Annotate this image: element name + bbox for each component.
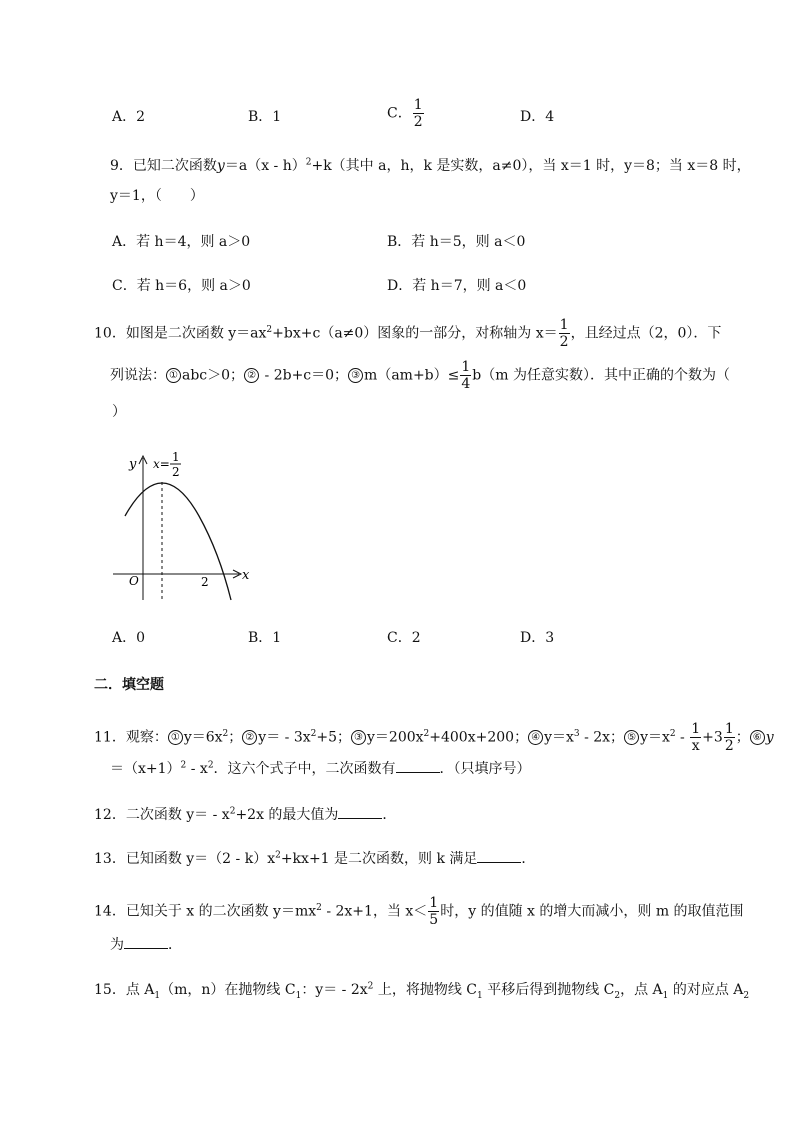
exponent: 3 bbox=[573, 728, 580, 739]
q11-instruction: ．（只填序号） bbox=[439, 761, 531, 777]
circled-number-3: ③ bbox=[351, 730, 366, 745]
q9-exponent: 2 bbox=[305, 157, 312, 168]
q10-option-d: D．3 bbox=[520, 630, 555, 646]
exponent: 2 bbox=[310, 728, 317, 739]
separator: ； bbox=[228, 729, 243, 746]
q9-option-a: A．若 h＝4，则 a＞0 bbox=[112, 234, 251, 250]
exponent: 2 bbox=[180, 760, 187, 771]
q11-expr-5-tail: +3 bbox=[702, 729, 723, 746]
q13-end: ． bbox=[521, 851, 536, 867]
subscript: 1 bbox=[154, 990, 161, 1001]
q14-text-line2: 为 bbox=[110, 937, 124, 953]
exponent: 2 bbox=[669, 728, 676, 739]
q13-text-rest: +kx+1 是二次函数，则 k 满足 bbox=[280, 851, 478, 867]
q12-end: ． bbox=[382, 807, 397, 823]
q14-text-cond: - 2x+1，当 x＜ bbox=[321, 903, 428, 920]
parabola-curve bbox=[125, 483, 231, 600]
q11-text: 11．观察： bbox=[94, 729, 168, 746]
subscript: 1 bbox=[477, 990, 483, 1001]
q10-text: 列说法： bbox=[110, 367, 166, 384]
q15-text: 上，将抛物线 C bbox=[373, 982, 478, 998]
q14-fraction bbox=[428, 896, 439, 927]
q11-expr-6-body: ＝（x+1） bbox=[110, 761, 181, 777]
q15-text: 的对应点 A bbox=[668, 982, 744, 998]
q12-text: 12．二次函数 y＝ - x bbox=[94, 807, 230, 823]
circled-number-2: ② bbox=[244, 368, 259, 383]
q11-line2 bbox=[110, 758, 531, 779]
q10-text-rest: b（m 为任意实数）．其中正确的个数为（ bbox=[472, 367, 730, 384]
q15-text: 平移后得到抛物线 C bbox=[482, 982, 615, 998]
circled-number-1: ① bbox=[168, 730, 183, 745]
q9-line2: y＝1，（ ） bbox=[110, 188, 204, 204]
q11-fraction-2 bbox=[724, 722, 735, 753]
fraction-numerator: 1 bbox=[691, 721, 701, 737]
q15-line1 bbox=[94, 980, 749, 1000]
q11-fraction-1 bbox=[690, 722, 701, 753]
q10-statement-2: - 2b+c＝0； bbox=[260, 367, 349, 384]
q10-quarter-fraction bbox=[460, 360, 471, 391]
exponent: 2 bbox=[207, 760, 214, 771]
section-heading-fill-in: 二．填空题 bbox=[94, 677, 164, 693]
q8-option-c-label: C． bbox=[387, 105, 412, 122]
fraction-numerator: 1 bbox=[413, 97, 423, 113]
q11-expr-6-tail: - x bbox=[186, 761, 208, 777]
separator: ； bbox=[735, 729, 750, 746]
fraction-denominator: x bbox=[691, 738, 700, 754]
y-axis-label: y bbox=[129, 457, 137, 472]
fraction-numerator: 1 bbox=[724, 721, 734, 737]
q9-var-y: y bbox=[216, 158, 225, 174]
circled-number-2: ② bbox=[242, 730, 257, 745]
q11-line1 bbox=[94, 722, 774, 753]
fraction-denominator: 4 bbox=[461, 376, 471, 392]
exponent: 2 bbox=[275, 850, 281, 861]
q9-text-rest: +k（其中 a，h，k 是实数，a≠0），当 x＝1 时，y＝8；当 x＝8 时， bbox=[311, 158, 751, 174]
q11-expr-1: y＝6x bbox=[183, 729, 223, 746]
q15-text: ：y＝ - 2x bbox=[301, 982, 368, 998]
q10-text-axis: +bx+c（a≠0）图象的一部分，对称轴为 x＝ bbox=[272, 325, 558, 342]
q14-line1 bbox=[94, 896, 744, 927]
circled-number-4: ④ bbox=[528, 730, 543, 745]
subscript: 2 bbox=[614, 990, 621, 1001]
q10-option-a: A．0 bbox=[112, 630, 146, 646]
circled-number-1: ① bbox=[166, 368, 181, 383]
q15-text: 15．点 A bbox=[94, 982, 155, 998]
q10-option-c: C．2 bbox=[387, 630, 421, 646]
q15-text: ，点 A bbox=[620, 982, 663, 998]
exponent: 2 bbox=[229, 806, 236, 817]
circled-number-6: ⑥ bbox=[750, 730, 765, 745]
exponent: 2 bbox=[222, 728, 229, 739]
q14-text-rest: 时，y 的值随 x 的增大而减小，则 m 的取值范围 bbox=[440, 903, 744, 920]
fraction-denominator: 2 bbox=[724, 738, 734, 754]
q10-line3: ） bbox=[112, 404, 126, 420]
q8-option-c bbox=[387, 98, 425, 129]
exponent: 2 bbox=[367, 981, 374, 992]
q10-text-rest: ，且经过点（2，0）．下 bbox=[570, 325, 722, 342]
fraction-numerator: 1 bbox=[461, 359, 471, 375]
q9-expr: a（x - h） bbox=[238, 158, 306, 174]
q8-option-d: D．4 bbox=[520, 109, 555, 125]
q13-answer-blank[interactable] bbox=[477, 848, 521, 863]
q13-line bbox=[94, 848, 535, 869]
subscript: 2 bbox=[743, 990, 750, 1001]
separator: +400x+200； bbox=[429, 729, 529, 746]
fraction-denominator: 2 bbox=[413, 114, 423, 130]
q11-question: ．这六个式子中，二次函数有 bbox=[213, 761, 396, 777]
q9-option-b: B．若 h＝5，则 a＜0 bbox=[387, 234, 526, 250]
q9-line1 bbox=[110, 156, 751, 176]
q9-eq: ＝ bbox=[224, 158, 239, 174]
x-axis-label: x bbox=[242, 568, 250, 583]
q11-expr-4: y＝x bbox=[544, 729, 574, 746]
q10-exponent: 2 bbox=[266, 324, 273, 335]
q8-option-c-fraction bbox=[413, 98, 424, 129]
q12-text-rest: +2x 的最大值为 bbox=[235, 807, 339, 823]
q14-line2 bbox=[110, 934, 182, 955]
q8-option-a: A．2 bbox=[112, 109, 146, 125]
q11-expr-3: y＝200x bbox=[367, 729, 424, 746]
q9-text: 9．已知二次函数 bbox=[110, 158, 217, 174]
q11-expr-6: y bbox=[765, 729, 774, 746]
q14-text: 14．已知关于 x 的二次函数 y＝mx bbox=[94, 903, 317, 920]
q9-option-c: C．若 h＝6，则 a＞0 bbox=[112, 278, 251, 294]
q9-option-d: D．若 h＝7，则 a＜0 bbox=[387, 278, 527, 294]
axis-fraction-numerator: 1 bbox=[172, 450, 180, 464]
axis-fraction-denominator: 2 bbox=[172, 465, 180, 479]
q10-axis-fraction bbox=[559, 318, 570, 349]
q15-text: （m，n）在抛物线 C bbox=[160, 982, 296, 998]
q10-line2 bbox=[110, 360, 730, 391]
q11-expr-5: y＝x bbox=[640, 729, 670, 746]
circled-number-3: ③ bbox=[348, 368, 363, 383]
q12-answer-blank[interactable] bbox=[338, 804, 382, 819]
fraction-denominator: 5 bbox=[429, 912, 439, 928]
circled-number-5: ⑤ bbox=[624, 730, 639, 745]
subscript: 1 bbox=[295, 990, 302, 1001]
parabola-graph bbox=[105, 448, 255, 608]
fraction-denominator: 2 bbox=[559, 334, 569, 350]
q14-answer-blank[interactable] bbox=[124, 934, 168, 949]
q10-statement-1: abc＞0； bbox=[182, 367, 245, 384]
fraction-numerator: 1 bbox=[559, 317, 569, 333]
fraction-numerator: 1 bbox=[429, 895, 439, 911]
separator: - 2x； bbox=[579, 729, 625, 746]
subscript: 1 bbox=[662, 990, 669, 1001]
minus: - bbox=[675, 729, 690, 746]
root-label: 2 bbox=[201, 575, 209, 589]
exponent: 2 bbox=[423, 728, 430, 739]
q8-option-b: B．1 bbox=[248, 109, 282, 125]
q10-text: 10．如图是二次函数 y＝ax bbox=[94, 325, 267, 342]
axis-equation-label: x= bbox=[153, 457, 170, 471]
q13-text: 13．已知函数 y＝（2 - k）x bbox=[94, 851, 276, 867]
q10-statement-3: m（am+b）≤ bbox=[364, 367, 460, 384]
origin-label: O bbox=[129, 574, 139, 588]
exponent: 2 bbox=[316, 902, 322, 913]
q10-option-b: B．1 bbox=[248, 630, 282, 646]
q10-line1 bbox=[94, 318, 721, 349]
separator: +5； bbox=[316, 729, 351, 746]
q14-end: ． bbox=[168, 937, 182, 953]
q11-expr-2: y＝ - 3x bbox=[258, 729, 311, 746]
q11-answer-blank[interactable] bbox=[396, 758, 440, 773]
q12-line bbox=[94, 804, 396, 825]
